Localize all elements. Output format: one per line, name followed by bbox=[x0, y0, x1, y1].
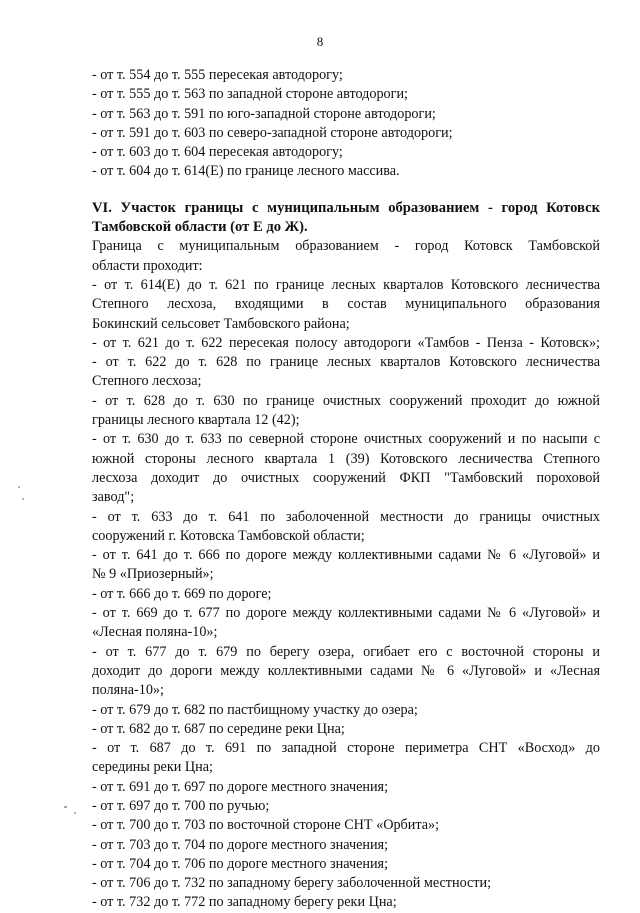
body-line: - от т. 706 до т. 732 по западному берегу заболоченной местности; bbox=[92, 875, 492, 892]
body-line: южной стороны лесного квартала 1 (39) Котовского лесничества Степного bbox=[92, 450, 600, 467]
body-line: - от т. 679 до т. 682 по пастбищному участку до озера; bbox=[92, 701, 418, 718]
body-line: Граница с муниципальным образованием - город Котовск Тамбовской bbox=[92, 238, 600, 255]
body-line: доходит до дороги между коллективными садами № 6 «Луговой» и «Лесная bbox=[92, 662, 600, 679]
body-line: области проходит: bbox=[92, 257, 203, 274]
body-line: - от т. 703 до т. 704 по дороге местного значения; bbox=[92, 836, 389, 853]
body-line: Степного лесхоза, входящими в состав муниципального образования bbox=[92, 296, 600, 313]
boundary-list-item: - от т. 604 до т. 614(Е) по границе лесного массива. bbox=[92, 163, 400, 180]
boundary-list-item: - от т. 603 до т. 604 пересекая автодорогу; bbox=[92, 144, 343, 161]
section-heading bbox=[92, 199, 600, 238]
body-line: поляна-10»; bbox=[92, 682, 164, 699]
body-line: лесхоза доходит до очистных сооружений ФКП "Тамбовский пороховой bbox=[92, 469, 600, 486]
scan-speck bbox=[64, 806, 67, 808]
document-body bbox=[92, 66, 600, 913]
body-line: - от т. 641 до т. 666 по дороге между коллективными садами № 6 «Луговой» и bbox=[92, 547, 600, 564]
body-line: «Лесная поляна-10»; bbox=[92, 624, 218, 641]
body-line: - от т. 697 до т. 700 по ручью; bbox=[92, 797, 270, 814]
scan-speck bbox=[22, 498, 24, 500]
body-line: - от т. 630 до т. 633 по северной стороне очистных сооружений и по насыпи с bbox=[92, 431, 600, 448]
body-line: завод"; bbox=[92, 489, 135, 506]
body-line: - от т. 677 до т. 679 по берегу озера, огибает его с восточной стороны и bbox=[92, 643, 600, 660]
body-line: № 9 «Приозерный»; bbox=[92, 566, 214, 583]
body-line: - от т. 704 до т. 706 по дороге местного значения; bbox=[92, 855, 389, 872]
body-line: - от т. 622 до т. 628 по границе лесных кварталов Котовского лесничества bbox=[92, 354, 600, 371]
body-line: Бокинский сельсовет Тамбовского района; bbox=[92, 315, 350, 332]
section-heading-line: VI. Участок границы с муниципальным образованием - город Котовск bbox=[92, 199, 600, 216]
scan-speck bbox=[18, 486, 20, 488]
boundary-list-top bbox=[92, 66, 600, 182]
scan-speck bbox=[74, 812, 76, 814]
body-line: - от т. 633 до т. 641 по заболоченной местности до границы очистных bbox=[92, 508, 600, 525]
body-line: сооружений г. Котовска Тамбовской области; bbox=[92, 527, 365, 544]
body-line: середины реки Цна; bbox=[92, 759, 213, 776]
body-line: - от т. 621 до т. 622 пересекая полосу автодороги «Тамбов - Пенза - Котовск»; bbox=[92, 334, 600, 351]
body-line: - от т. 732 до т. 772 по западному берегу реки Цна; bbox=[92, 894, 397, 911]
boundary-list-item: - от т. 591 до т. 603 по северо-западной стороне автодороги; bbox=[92, 124, 453, 141]
body-line: - от т. 628 до т. 630 по границе очистных сооружений проходит до южной bbox=[92, 392, 600, 409]
body-line: границы лесного квартала 12 (42); bbox=[92, 412, 300, 429]
section-body bbox=[92, 237, 600, 912]
body-line: Степного лесхоза; bbox=[92, 373, 202, 390]
boundary-list-item: - от т. 563 до т. 591 по юго-западной стороне автодороги; bbox=[92, 105, 436, 122]
boundary-list-item: - от т. 554 до т. 555 пересекая автодорогу; bbox=[92, 67, 343, 83]
body-line: - от т. 691 до т. 697 по дороге местного значения; bbox=[92, 778, 389, 795]
section-heading-line: Тамбовской области (от Е до Ж). bbox=[92, 219, 308, 236]
body-line: - от т. 669 до т. 677 по дороге между коллективными садами № 6 «Луговой» и bbox=[92, 605, 600, 622]
page-number: 8 bbox=[316, 34, 324, 49]
body-line: - от т. 666 до т. 669 по дороге; bbox=[92, 585, 272, 602]
body-line: - от т. 700 до т. 703 по восточной стороне СНТ «Орбита»; bbox=[92, 817, 440, 834]
boundary-list-item: - от т. 555 до т. 563 по западной стороне автодороги; bbox=[92, 86, 408, 103]
body-line: - от т. 687 до т. 691 по западной стороне периметра СНТ «Восход» до bbox=[92, 740, 600, 757]
body-line: - от т. 682 до т. 687 по середине реки Цна; bbox=[92, 720, 345, 737]
section-spacer bbox=[92, 182, 600, 199]
body-line: - от т. 614(Е) до т. 621 по границе лесных кварталов Котовского лесничества bbox=[92, 276, 600, 293]
